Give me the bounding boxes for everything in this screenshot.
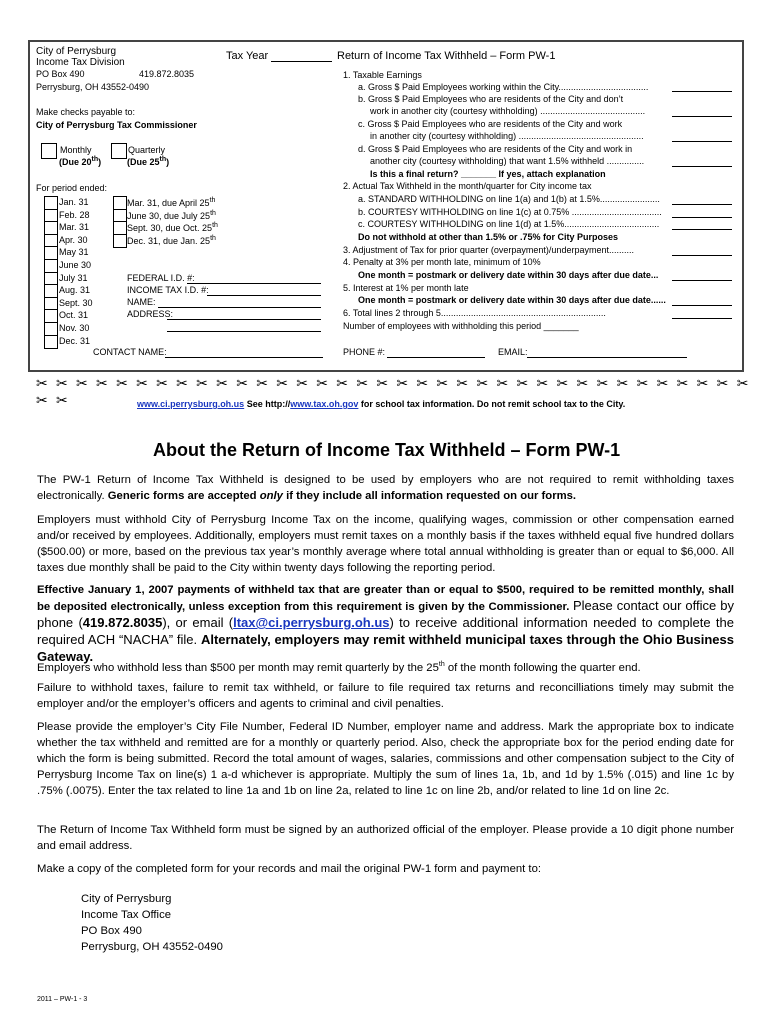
monthly-due: (Due 20th) xyxy=(59,156,102,167)
line-1a-amount[interactable] xyxy=(672,91,732,92)
footer: 2011 – PW-1 - 3 xyxy=(37,996,88,1003)
line-2c: c. COURTESY WITHHOLDING on line 1(d) at 1.5%...................................... xyxy=(358,219,660,229)
income-tax-id-label: INCOME TAX I.D. #: xyxy=(127,285,209,295)
month-label: Feb. 28 xyxy=(59,209,90,220)
ohio-tax-link[interactable]: www.tax.oh.gov xyxy=(290,399,359,409)
line-6: 6. Total lines 2 through 5.................................................................. xyxy=(343,308,606,318)
line-1c-b: in another city (courtesy withholding) .................................................. xyxy=(370,131,644,141)
line-3-amount[interactable] xyxy=(672,255,732,256)
line-2c-amount[interactable] xyxy=(672,229,732,230)
line-1c-amount[interactable] xyxy=(672,141,732,142)
checks-payable-label: Make checks payable to: xyxy=(36,107,136,117)
line-1d-amount[interactable] xyxy=(672,166,732,167)
quarter-label: Sept. 30, due Oct. 25th xyxy=(127,222,218,234)
quarterly-due: (Due 25th) xyxy=(127,156,170,167)
line-6-amount[interactable] xyxy=(672,318,732,319)
do-not-withhold-note: Do not withhold at other than 1.5% or .75% for City Purposes xyxy=(358,232,619,242)
quarter-checkbox[interactable] xyxy=(113,234,127,248)
checks-payable-to: City of Perrysburg Tax Commissioner xyxy=(36,120,197,130)
monthly-checkbox[interactable] xyxy=(41,143,57,159)
line-2: 2. Actual Tax Withheld in the month/quarter for City income tax xyxy=(343,181,592,191)
line-2a-amount[interactable] xyxy=(672,204,732,205)
quarter-label: Dec. 31, due Jan. 25th xyxy=(127,234,216,246)
address-field[interactable] xyxy=(167,319,321,320)
month-label: Dec. 31 xyxy=(59,335,91,346)
address-label: ADDRESS: xyxy=(127,309,174,319)
line-5-note: One month = postmark or delivery date within 30 days after due date...... xyxy=(358,295,666,305)
month-label: Oct. 31 xyxy=(59,310,89,321)
line-1: 1. Taxable Earnings xyxy=(343,70,422,80)
tax-year-label: Tax Year xyxy=(226,50,269,62)
line-5-amount[interactable] xyxy=(672,305,732,306)
month-label: June 30 xyxy=(59,260,92,270)
po-box: PO Box 490 xyxy=(36,69,85,79)
quarter-label: Mar. 31, due April 25th xyxy=(127,197,216,208)
about-p8: Make a copy of the completed form for your records and mail the original PW-1 form and payment to: xyxy=(37,863,541,875)
address-field-2[interactable] xyxy=(167,331,321,332)
about-p1: The PW-1 Return of Income Tax Withheld is designed to be used by employers who are not required to remit withholding taxes electronically. Generic forms are accepted only if they include all information requested on our forms. xyxy=(37,474,734,502)
about-p6: Please provide the employer’s City File Number, Federal ID Number, employer name and address. Mark the appropriate box to indicate whether the tax withheld and remitted are for a monthly or quarterly period. Also, check the appropriate box for the period ending date for which the form is being submitted. Record the total amount of wages, salaries, commissions and other compensation subject to the City of Perrysburg Income Tax on line(s) 1 a-d whichever is appropriate. Multiply the sum of lines 1a, 1b, and 1d by 1.5% (.015) and line 1c by .75% (.0075). Enter the tax related to line 1a and 1b on line 2a, related to line 1c on line 2b, and/or related to line 1d on line 2c. xyxy=(37,721,734,797)
line-2a: a. STANDARD WITHHOLDING on line 1(a) and 1(b) at 1.5%........................ xyxy=(358,194,660,204)
line-1d-b: another city (courtesy withholding) that want 1.5% withheld ............... xyxy=(370,156,645,166)
employees-count: Number of employees with withholding this period _______ xyxy=(343,321,579,331)
info-line: www.ci.perrysburg.oh.us See http://www.tax.oh.gov for school tax information. Do not remit school tax to the City. xyxy=(137,399,626,409)
month-label: May 31 xyxy=(59,247,89,258)
month-label: Aug. 31 xyxy=(59,285,91,296)
line-4: 4. Penalty at 3% per month late, minimum of 10% xyxy=(343,257,541,267)
mail-address-1: City of Perrysburg xyxy=(81,893,172,905)
line-3: 3. Adjustment of Tax for prior quarter (overpayment)/underpayment.......... xyxy=(343,245,634,255)
phone-field[interactable] xyxy=(387,357,485,358)
tax-year-field[interactable] xyxy=(271,61,332,62)
mail-address-4: Perrysburg, OH 43552-0490 xyxy=(81,941,223,953)
month-label: Nov. 30 xyxy=(59,323,90,333)
office-phone: 419.872.8035 xyxy=(139,69,195,79)
name-field[interactable] xyxy=(158,307,321,308)
about-p2: Employers must withhold City of Perrysburg Income Tax on the income, qualifying wages, commission or other compensation earned and/or received by employees. Additionally, employers must remit taxes on a monthly basis if the taxes withheld equal five hundred dollars ($500.00) or more, based on the previous tax year’s monthly average where total annual withholding is greater than or equal to $6,000. All taxes due monthly shall be paid to the City within twenty days following the reporting period. xyxy=(37,514,734,574)
mail-address-2: Income Tax Office xyxy=(81,909,171,921)
contact-name-label: CONTACT NAME: xyxy=(93,347,167,357)
mail-address-3: PO Box 490 xyxy=(81,925,142,937)
tax-email-link[interactable]: ltax@ci.perrysburg.oh.us xyxy=(233,615,390,630)
month-label: Mar. 31 xyxy=(59,222,90,233)
name-label: NAME: xyxy=(127,297,156,307)
division-name: Income Tax Division xyxy=(36,57,125,68)
about-p4: Employers who withhold less than $500 per month may remit quarterly by the 25th of the month following the quarter end. xyxy=(37,661,641,674)
line-1c-a: c. Gross $ Paid Employees who are residents of the City and work xyxy=(358,119,623,129)
month-label: July 31 xyxy=(59,272,88,283)
line-5: 5. Interest at 1% per month late xyxy=(343,283,469,293)
about-p7: The Return of Income Tax Withheld form must be signed by an authorized official of the employer. Please provide a 10 digit phone number and email address. xyxy=(37,824,734,852)
cut-line: ✂ ✂ ✂ ✂ ✂ ✂ ✂ ✂ ✂ ✂ ✂ ✂ ✂ ✂ ✂ ✂ ✂ ✂ ✂ ✂ ✂ ✂ ✂ ✂ ✂ ✂ ✂ ✂ ✂ ✂ ✂ ✂ ✂ ✂ ✂ ✂ ✂ ✂ xyxy=(36,375,751,408)
city-state-zip: Perrysburg, OH 43552-0490 xyxy=(36,82,150,92)
line-2b: b. COURTESY WITHHOLDING on line 1(c) at 0.75% .................................... xyxy=(358,207,662,217)
about-p5: Failure to withhold taxes, failure to remit tax withheld, or failure to file required tax returns and reconcilliations timely may submit the employer and/or the employer’s officers and agents to criminal and civil penalties. xyxy=(37,682,734,710)
month-label: Sept. 30 xyxy=(59,297,93,308)
line-2b-amount[interactable] xyxy=(672,217,732,218)
about-p3: Effective January 1, 2007 payments of withheld tax that are greater than or equal to $500, required to be remitted monthly, shall be deposited electronically, unless exception from this requirement is given by the Commissioner. Please contact our office by phone (419.872.8035), or email (ltax@ci.perrysburg.oh.us) to receive additional information needed to complete the required ACH “NACHA” file. Alternately, employers may remit withheld municipal taxes through the Ohio Business Gateway. xyxy=(37,584,734,664)
line-1b-b: work in another city (courtesy withholding) .......................................... xyxy=(370,106,646,116)
contact-name-field[interactable] xyxy=(165,357,323,358)
month-checkbox[interactable] xyxy=(44,335,58,349)
federal-id-field[interactable] xyxy=(187,283,321,284)
line-1b-amount[interactable] xyxy=(672,116,732,117)
month-label: Jan. 31 xyxy=(59,197,89,207)
city-website-link[interactable]: www.ci.perrysburg.oh.us xyxy=(137,399,245,409)
final-return: Is this a final return? _______ If yes, attach explanation xyxy=(370,169,606,179)
federal-id-label: FEDERAL I.D. #: xyxy=(127,273,195,283)
phone-label: PHONE #: xyxy=(343,347,386,357)
income-tax-id-field[interactable] xyxy=(207,295,321,296)
month-label: Apr. 30 xyxy=(59,234,88,245)
quarter-label: June 30, due July 25th xyxy=(127,209,216,221)
line-1b-a: b. Gross $ Paid Employees who are residents of the City and don’t xyxy=(358,94,624,104)
line-4-amount[interactable] xyxy=(672,280,732,281)
email-field[interactable] xyxy=(527,357,687,358)
city-name: City of Perrysburg xyxy=(36,46,117,57)
line-1a: a. Gross $ Paid Employees working within the City.................................... xyxy=(358,82,649,92)
email-label: EMAIL: xyxy=(498,347,528,357)
line-4-note: One month = postmark or delivery date within 30 days after due date... xyxy=(358,270,659,280)
monthly-label: Monthly xyxy=(60,145,92,155)
form-title: Return of Income Tax Withheld – Form PW-1 xyxy=(337,50,556,62)
period-ended-label: For period ended: xyxy=(36,183,108,193)
line-1d-a: d. Gross $ Paid Employees who are residents of the City and work in xyxy=(358,144,633,154)
about-title: About the Return of Income Tax Withheld – Form PW-1 xyxy=(153,440,621,460)
quarterly-label: Quarterly xyxy=(128,145,166,155)
quarterly-checkbox[interactable] xyxy=(111,143,127,159)
